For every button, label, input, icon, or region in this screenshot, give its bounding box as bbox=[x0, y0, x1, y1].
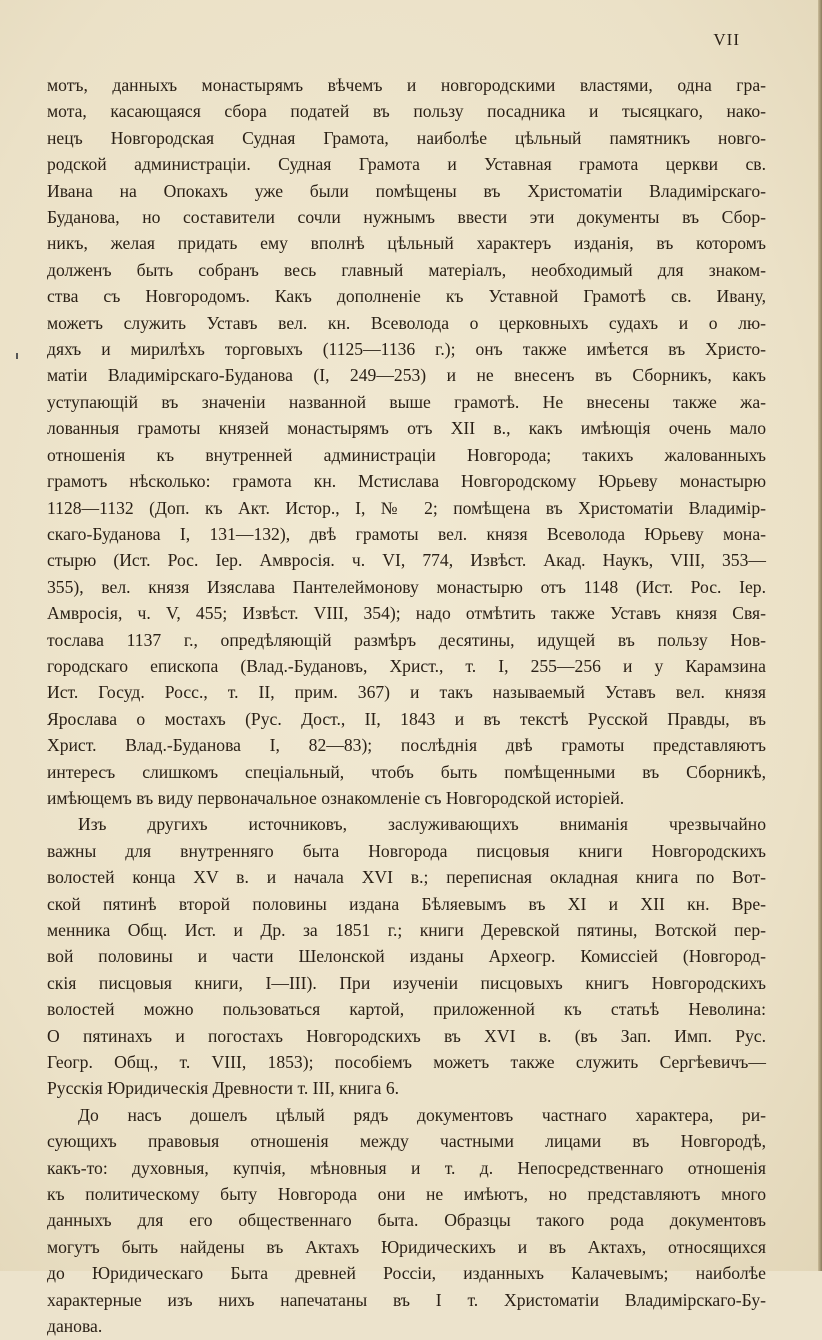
text-line: ства съ Новгородомъ. Какъ дополненіе къ Уставной Грамотѣ св. Ивану, bbox=[47, 286, 766, 307]
text-line: скаго-Буданова I, 131—132), двѣ грамоты вел. князя Всеволода Юрьеву мона- bbox=[47, 523, 766, 544]
text-line: данныхъ для его общественнаго быта. Образцы такого рода документовъ bbox=[47, 1210, 766, 1231]
text-line: характерные изъ нихъ напечатаны въ I т. Христоматіи Владимірскаго-Бу- bbox=[47, 1289, 766, 1310]
margin-mark bbox=[16, 353, 18, 359]
text-line: какъ-то: духовныя, купчія, мѣновныя и т. д. Непосредственнаго отношенія bbox=[47, 1157, 766, 1178]
text-line: могутъ быть найдены въ Актахъ Юридическихъ и въ Актахъ, относящихся bbox=[47, 1236, 766, 1257]
text-line: Геогр. Общ., т. VIII, 1853); пособіемъ можетъ также служить Сергѣевичъ— bbox=[47, 1052, 766, 1073]
page-edge bbox=[818, 0, 822, 1271]
paragraph-2 bbox=[47, 811, 766, 1101]
text-line: волостей можно пользоваться картой, приложенной къ статьѣ Неволина: bbox=[47, 999, 766, 1020]
text-line: волостей конца XV в. и начала XVI в.; переписная окладная книга по Вот- bbox=[47, 867, 766, 888]
text-line: грамотъ нѣсколько: грамота кн. Мстислава Новгородскому Юрьеву монастырю bbox=[47, 471, 766, 492]
text-line: мотъ, данныхъ монастырямъ вѣчемъ и новгородскими властями, одна гра- bbox=[47, 75, 766, 95]
text-line: Изъ другихъ источниковъ, заслуживающихъ вниманія чрезвычайно bbox=[78, 814, 766, 835]
text-line: до Юридическаго Быта древней Россіи, изданныхъ Калачевымъ; наиболѣе bbox=[47, 1263, 766, 1284]
text-line: Христ. Влад.-Буданова I, 82—83); послѣднія двѣ грамоты представляютъ bbox=[47, 735, 766, 756]
text-line: До насъ дошелъ цѣлый рядъ документовъ частнаго характера, ри- bbox=[78, 1104, 766, 1125]
text-line: къ политическому быту Новгорода они не имѣютъ, но представляютъ много bbox=[47, 1184, 766, 1205]
text-line: уступающій въ значеніи названной выше грамотѣ. Не внесены также жа- bbox=[47, 391, 766, 412]
text-line: нецъ Новгородская Судная Грамота, наиболѣе цѣльный памятникъ новго- bbox=[47, 127, 766, 148]
text-line: скія писцовыя книги, I—III). При изученіи писцовыхъ книгъ Новгородскихъ bbox=[47, 972, 766, 993]
text-line: дяхъ и мирилѣхъ торговыхъ (1125—1136 г.); онъ также имѣется въ Христо- bbox=[47, 339, 766, 360]
paragraph-3 bbox=[47, 1102, 766, 1340]
text-line: родской администраціи. Судная Грамота и Уставная грамота церкви св. bbox=[47, 154, 766, 175]
text-line: Русскія Юридическія Древности т. III, книга 6. bbox=[47, 1078, 400, 1099]
text-line: мота, касающаяся сбора податей въ пользу посадника и тысяцкаго, нако- bbox=[47, 101, 766, 122]
page-number: VII bbox=[713, 30, 740, 49]
text-line: городскаго епископа (Влад.-Будановъ, Христ., т. I, 255—256 и у Карамзина bbox=[47, 655, 766, 676]
text-line: Амвросія, ч. V, 455; Извѣст. VIII, 354); надо отмѣтить также Уставъ князя Свя- bbox=[47, 603, 766, 624]
text-line: О пятинахъ и погостахъ Новгородскихъ въ XVI в. (въ Зап. Имп. Рус. bbox=[47, 1025, 766, 1046]
text-line: долженъ быть собранъ весь главный матеріалъ, необходимый для знаком- bbox=[47, 259, 766, 280]
text-line: тослава 1137 г., опредѣляющій размѣръ десятины, идущей въ пользу Нов- bbox=[47, 629, 766, 650]
text-line: стырю (Ист. Рос. Іер. Амвросія. ч. VI, 774, Извѣст. Акад. Наукъ, VIII, 353— bbox=[47, 550, 766, 571]
paragraph-1 bbox=[47, 72, 766, 811]
text-line: вой половины и части Шелонской изданы Археогр. Комиссіей (Новгород- bbox=[47, 946, 766, 967]
text-line: менника Общ. Ист. и Др. за 1851 г.; книги Деревской пятины, Вотской пер- bbox=[47, 920, 766, 940]
text-line: Ист. Госуд. Росс., т. II, прим. 367) и такъ называемый Уставъ вел. князя bbox=[47, 682, 766, 703]
text-line: сующихъ правовыя отношенія между частными лицами въ Новгородѣ, bbox=[47, 1131, 766, 1152]
body-text bbox=[47, 72, 766, 1340]
text-line: Ярослава о мостахъ (Рус. Дост., II, 1843 и въ текстѣ Русской Правды, въ bbox=[47, 708, 766, 729]
text-line: Буданова, но составители сочли нужнымъ ввести эти документы въ Сбор- bbox=[47, 207, 766, 228]
text-line: отношенія къ внутренней администраціи Новгорода; такихъ жалованныхъ bbox=[47, 444, 766, 465]
text-line: можетъ служить Уставъ вел. кн. Всеволода о церковныхъ судахъ и о лю- bbox=[47, 312, 766, 333]
text-line: 1128—1132 (Доп. къ Акт. Истор., I, № 2; помѣщена въ Христоматіи Владимір- bbox=[47, 497, 766, 518]
text-line: лованныя грамоты князей монастырямъ отъ XII в., какъ имѣющія очень мало bbox=[47, 418, 766, 439]
text-line: имѣющемъ въ виду первоначальное ознакомленіе съ Новгородской исторіей. bbox=[47, 787, 625, 808]
text-line: интересъ слишкомъ спеціальный, чтобъ быть помѣщенными въ Сборникѣ, bbox=[47, 761, 766, 782]
text-line: матіи Владимірскаго-Буданова (I, 249—253) и не внесенъ въ Сборникъ, какъ bbox=[47, 365, 766, 386]
text-line: данова. bbox=[47, 1316, 103, 1337]
text-line: никъ, желая придать ему вполнѣ цѣльный характеръ изданія, въ которомъ bbox=[47, 233, 766, 254]
text-line: важны для внутренняго быта Новгорода писцовыя книги Новгородскихъ bbox=[47, 840, 766, 861]
text-line: Ивана на Опокахъ уже были помѣщены въ Христоматіи Владимірскаго- bbox=[47, 180, 766, 201]
text-line: ской пятинѣ второй половины издана Бѣляевымъ въ XI и XII кн. Вре- bbox=[47, 893, 766, 914]
text-line: 355), вел. князя Изяслава Пантелеймонову монастырю отъ 1148 (Ист. Рос. Іер. bbox=[47, 576, 766, 597]
